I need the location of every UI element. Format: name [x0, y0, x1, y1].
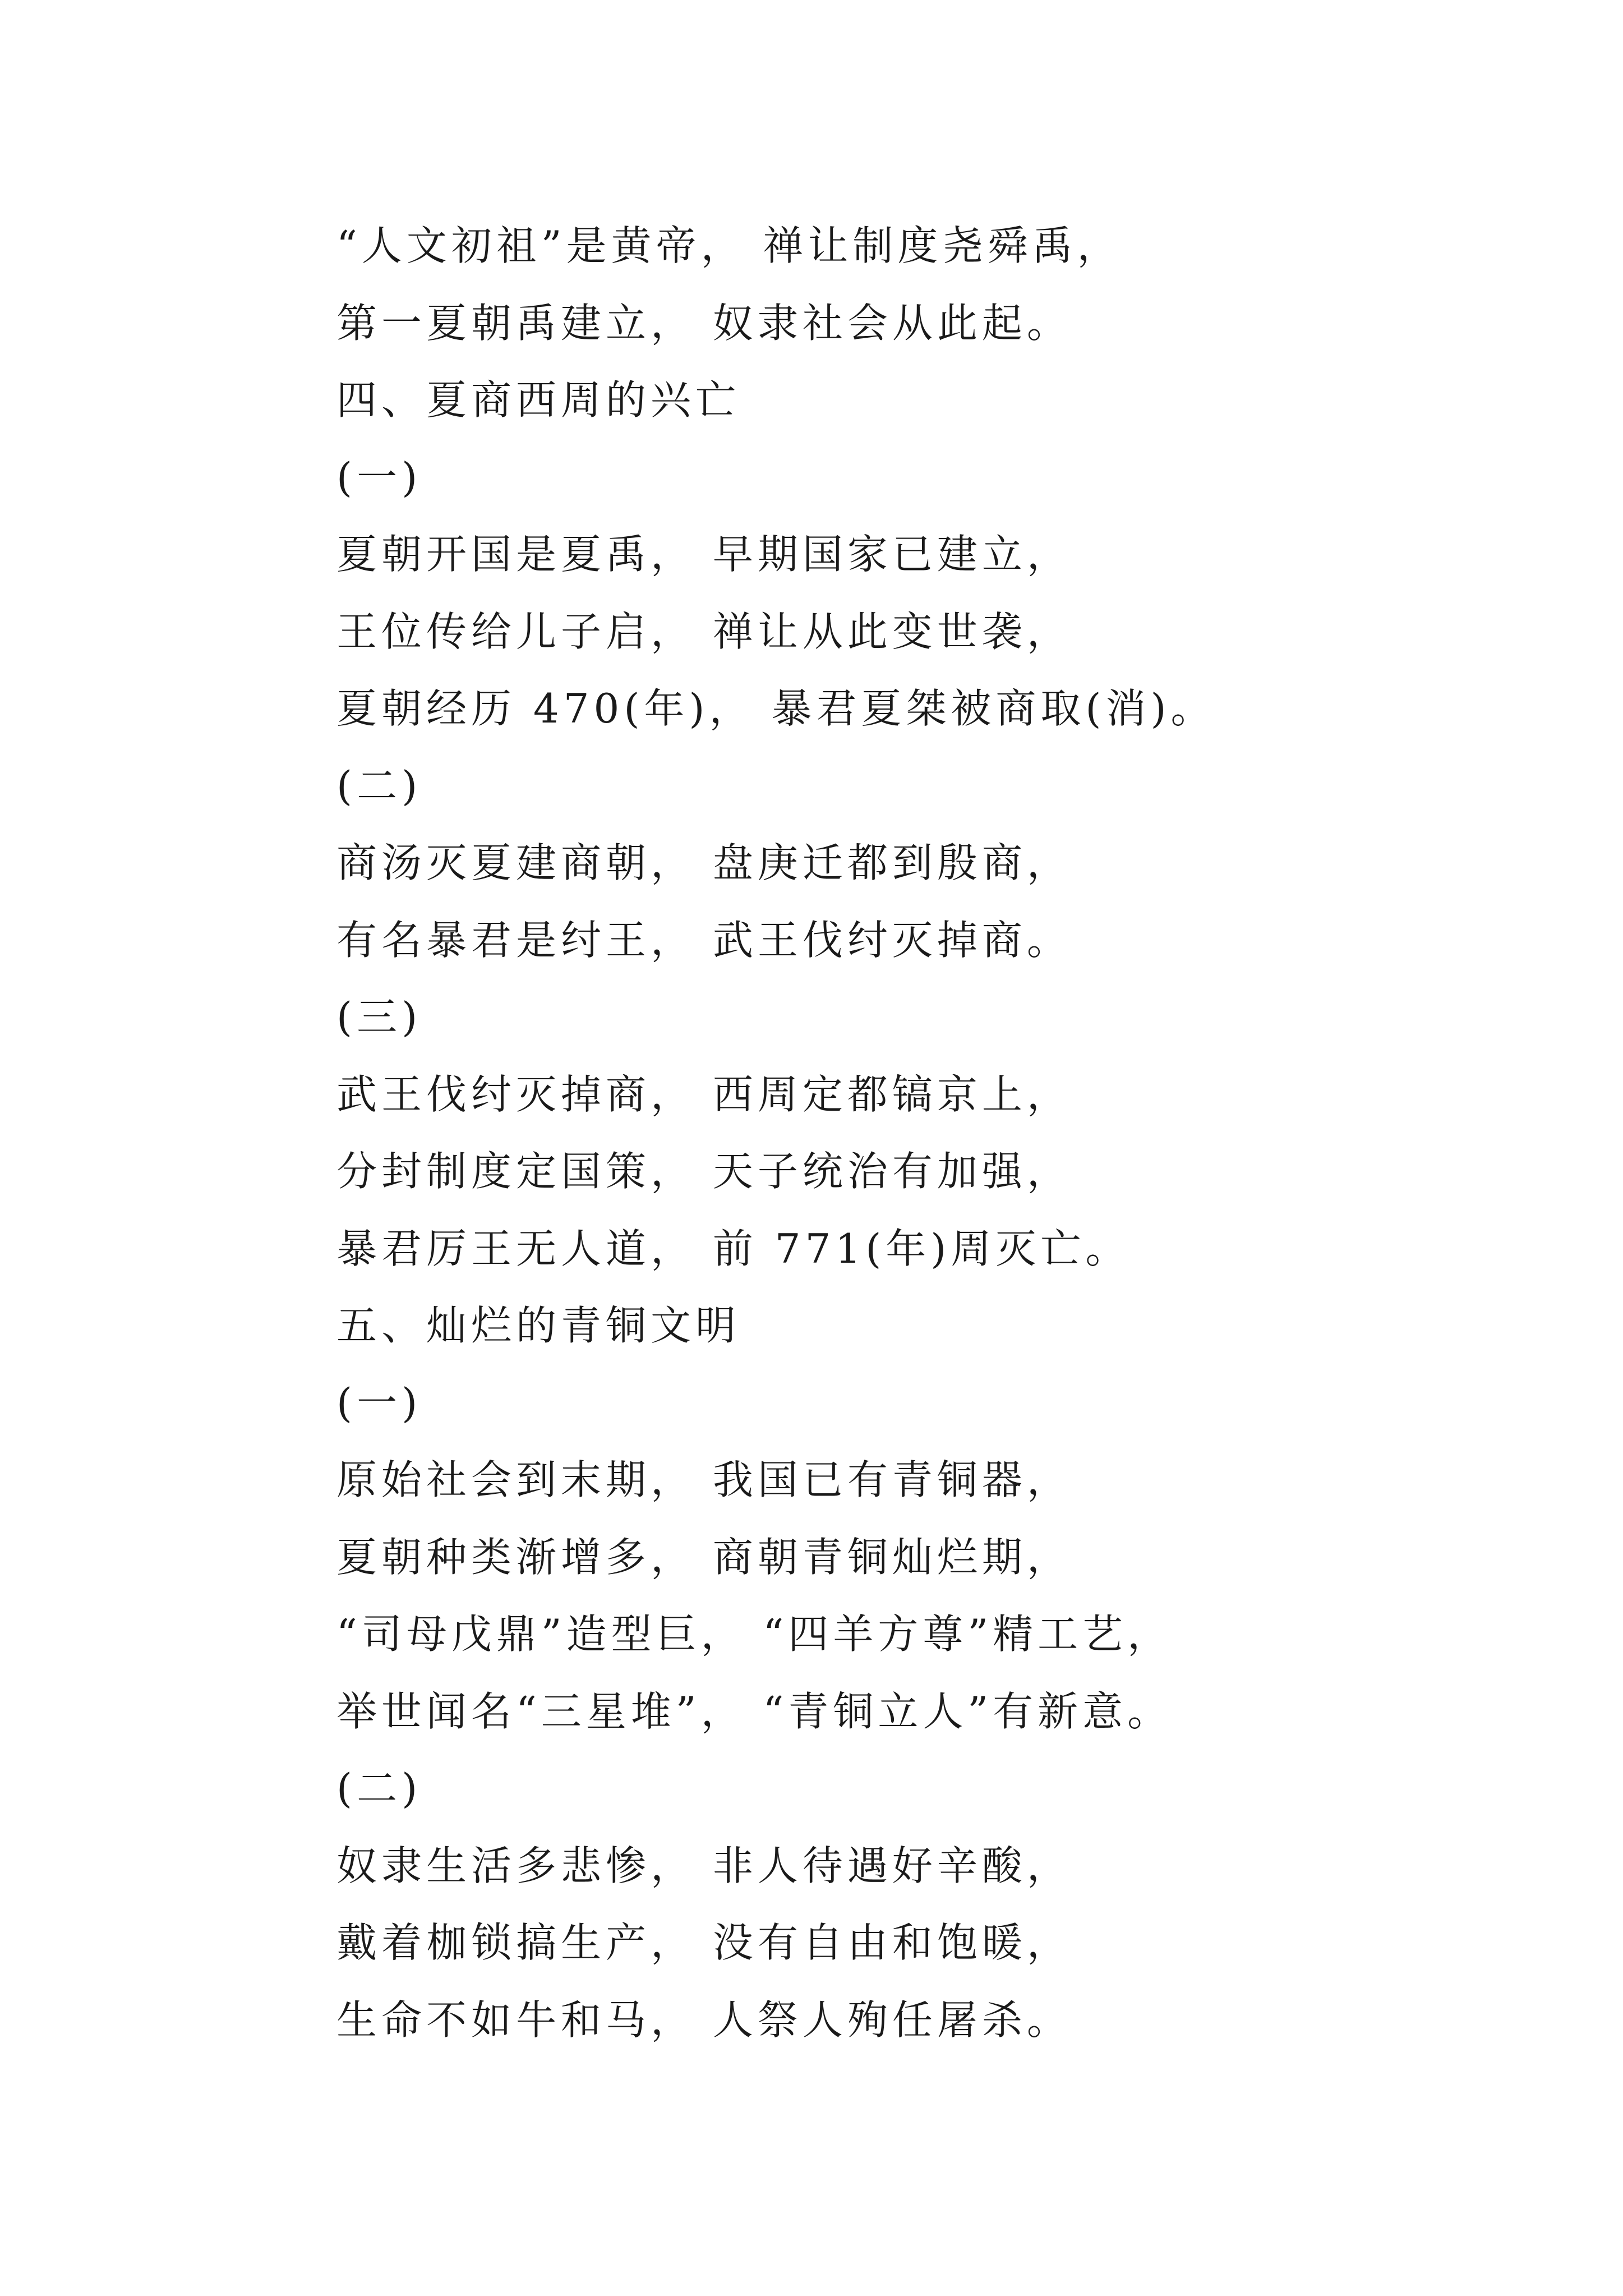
text-line: 有名暴君是纣王， 武王伐纣灭掉商。 — [336, 916, 1072, 964]
text-line: 武王伐纣灭掉商， 西周定都镐京上， — [336, 1070, 1072, 1118]
text-line: 暴君厉王无人道， 前 771(年)周灭亡。 — [336, 1225, 1131, 1272]
section-heading: 五、灿烂的青铜文明 — [336, 1302, 741, 1349]
subsection-label: (二) — [336, 762, 422, 809]
text-line: 分封制度定国策， 天子统治有加强， — [336, 1148, 1072, 1195]
text-line: 商汤灭夏建商朝， 盘庚迁都到殷商， — [336, 839, 1072, 886]
text-line: 王位传给儿子启， 禅让从此变世袭， — [336, 608, 1072, 655]
text-line: “司母戊鼎”造型巨， “四羊方尊”精工艺， — [336, 1611, 1173, 1658]
text-line: 奴隶生活多悲惨， 非人待遇好辛酸， — [336, 1842, 1072, 1889]
subsection-label: (一) — [336, 453, 422, 501]
section-heading: 四、夏商西周的兴亡 — [336, 376, 741, 424]
text-line: 夏朝开国是夏禹， 早期国家已建立， — [336, 531, 1072, 578]
text-line: 原始社会到末期， 我国已有青铜器， — [336, 1456, 1072, 1503]
text-line: 夏朝经历 470(年)， 暴君夏桀被商取(消)。 — [336, 685, 1216, 732]
text-line: 举世闻名“三星堆”， “青铜立人”有新意。 — [336, 1687, 1173, 1735]
poem-text — [336, 208, 1514, 2059]
text-line: 生命不如牛和马， 人祭人殉任屠杀。 — [336, 1996, 1072, 2044]
text-line: 夏朝种类渐增多， 商朝青铜灿烂期， — [336, 1533, 1072, 1581]
subsection-label: (三) — [336, 993, 422, 1041]
text-line: 戴着枷锁搞生产， 没有自由和饱暖， — [336, 1919, 1072, 1966]
text-line: “人文初祖”是黄帝， 禅让制度尧舜禹， — [336, 222, 1122, 269]
subsection-label: (一) — [336, 1379, 422, 1427]
text-line: 第一夏朝禹建立， 奴隶社会从此起。 — [336, 299, 1072, 347]
subsection-label: (二) — [336, 1765, 422, 1812]
